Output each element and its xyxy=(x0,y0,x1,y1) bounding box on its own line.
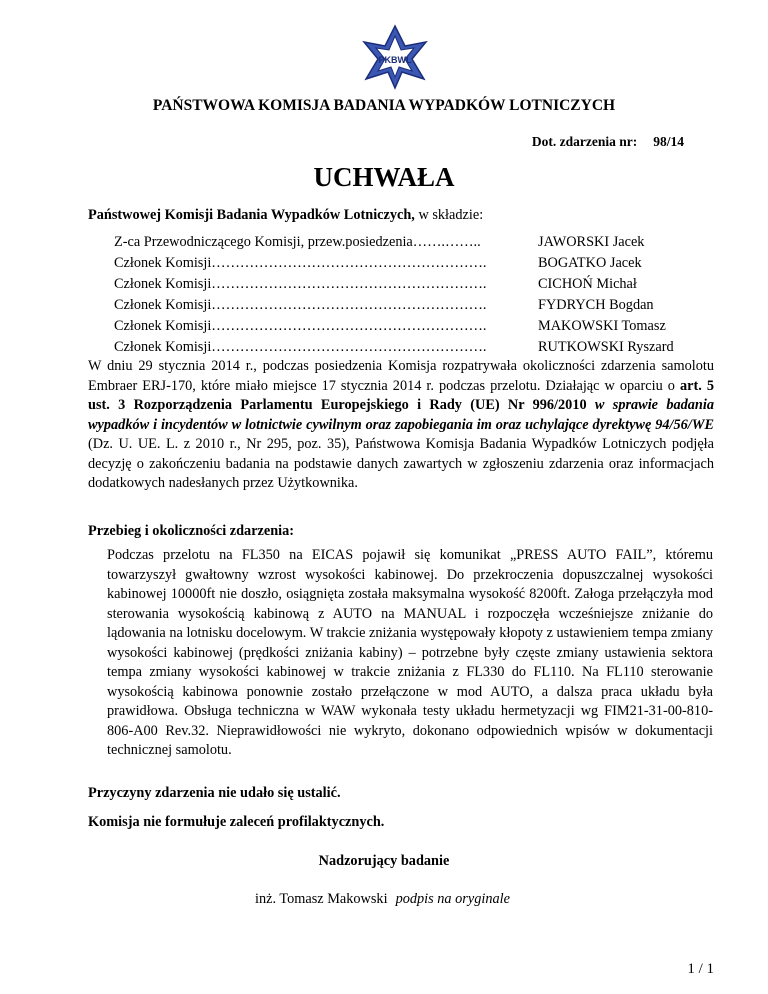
course-paragraph: Podczas przelotu na FL350 na EICAS pojawił się komunikat „PRESS AUTO FAIL”, któremu towarzyszył gwałtowny wzrost wysokości kabinowej. Do przekroczenia dopuszczalnej wysokości kabinowej 10000ft nie doszło, osiągnięta została maksymalna wysokość 8200ft. Załoga przełączyła mod sterowania wysokością kabinową z AUTO na MANUAL i rozpoczęła wcześniejsze zniżanie do lądowania na lotnisku docelowym. W trakcie zniżania występowały kłopoty z ustawieniem tempa zmiany wysokości kabinowej (prędkości zniżania kabiny) – potrzebne były częste zmiany ustawienia sektora tempa zmiany wysokości kabinowej w trakcie zniżania z FL330 do FL110. Na FL110 sterowanie wysokością kabinowa ponownie zostało przełączone w mod AUTO, a dalsza praca układu była prawidłowa. Obsługa techniczna w WAW wykonała testy układu hermetyzacji wg FIM21-31-00-810-806-A00 Rev.32. Nieprawidłowości nie wykryto, dokonano odpowiednich wpisów w dokumentacji technicznej samolotu. xyxy=(107,547,713,758)
member-row xyxy=(114,274,714,295)
members-list xyxy=(114,232,714,358)
member-name: FYDRYCH Bogdan xyxy=(538,297,654,313)
member-row xyxy=(114,232,714,253)
member-name: RUTKOWSKI Ryszard xyxy=(538,339,674,355)
supervisor-label: Nadzorujący badanie xyxy=(318,853,450,869)
member-role: Członek Komisji…………………………………………………. xyxy=(114,255,487,271)
signature-note: podpis na oryginale xyxy=(395,891,510,907)
member-row xyxy=(114,316,714,337)
member-role: Członek Komisji…………………………………………………. xyxy=(114,318,487,334)
member-role: Z-ca Przewodniczącego Komisji, przew.posiedzenia…….…….. xyxy=(114,234,481,250)
document-title: UCHWAŁA xyxy=(313,162,455,192)
reference-line xyxy=(532,132,684,152)
member-name: BOGATKO Jacek xyxy=(538,255,642,271)
member-name: CICHOŃ Michał xyxy=(538,276,637,292)
member-name: JAWORSKI Jacek xyxy=(538,234,645,250)
page-number: 1 / 1 xyxy=(687,961,714,977)
reference-number: 98/14 xyxy=(653,134,684,149)
decision-paragraph xyxy=(88,357,714,494)
member-row xyxy=(114,295,714,316)
signatory-name: inż. Tomasz Makowski xyxy=(255,891,388,907)
decision-italic-ref: w sprawie badania wypadków i incydentów w lotnictwie cywilnym oraz zapobiegania im oraz uchylające dyrektywę 94/56/WE xyxy=(88,397,714,433)
member-row xyxy=(114,253,714,274)
intro-bold: Państwowej Komisji Badania Wypadków Lotniczych, xyxy=(88,207,415,223)
recommendation-statement: Komisja nie formułuje zaleceń profilaktycznych. xyxy=(88,814,385,830)
decision-part1: W dniu 29 stycznia 2014 r., podczas posiedzenia Komisja rozpatrywała okoliczności zdarzenia samolotu Embraer ERJ-170, które miało miejsce 17 stycznia 2014 r. podczas przelotu. Działając w oparciu o xyxy=(88,358,714,394)
decision-bold-ref: art. 5 ust. 3 Rozporządzenia Parlamentu Europejskiego i Rady (UE) Nr 996/2010 xyxy=(88,377,714,413)
member-name: MAKOWSKI Tomasz xyxy=(538,318,666,334)
reference-label: Dot. zdarzenia nr: xyxy=(531,134,638,149)
member-role: Członek Komisji…………………………………………………. xyxy=(114,276,487,292)
composition-intro xyxy=(88,206,483,226)
intro-rest: w składzie: xyxy=(414,207,484,223)
member-role: Członek Komisji…………………………………………………. xyxy=(114,339,487,355)
member-row xyxy=(114,337,714,358)
logo-letters: PKBWL xyxy=(378,55,412,65)
pkbwl-emblem-icon xyxy=(360,24,430,90)
signature-line xyxy=(255,890,510,910)
course-heading: Przebieg i okoliczności zdarzenia: xyxy=(88,523,295,539)
cause-statement: Przyczyny zdarzenia nie udało się ustalić. xyxy=(88,785,341,801)
decision-part2: (Dz. U. UE. L. z 2010 r., Nr 295, poz. 35), Państwowa Komisja Badania Wypadków Lotniczych podjęła decyzję o zakończeniu badania na podstawie danych zawartych w zgłoszeniu zdarzenia oraz informacjach dodatkowych nadesłanych przez Użytkownika. xyxy=(88,436,714,491)
member-role: Członek Komisji…………………………………………………. xyxy=(114,297,487,313)
organization-name: PAŃSTWOWA KOMISJA BADANIA WYPADKÓW LOTNICZYCH xyxy=(152,97,616,114)
